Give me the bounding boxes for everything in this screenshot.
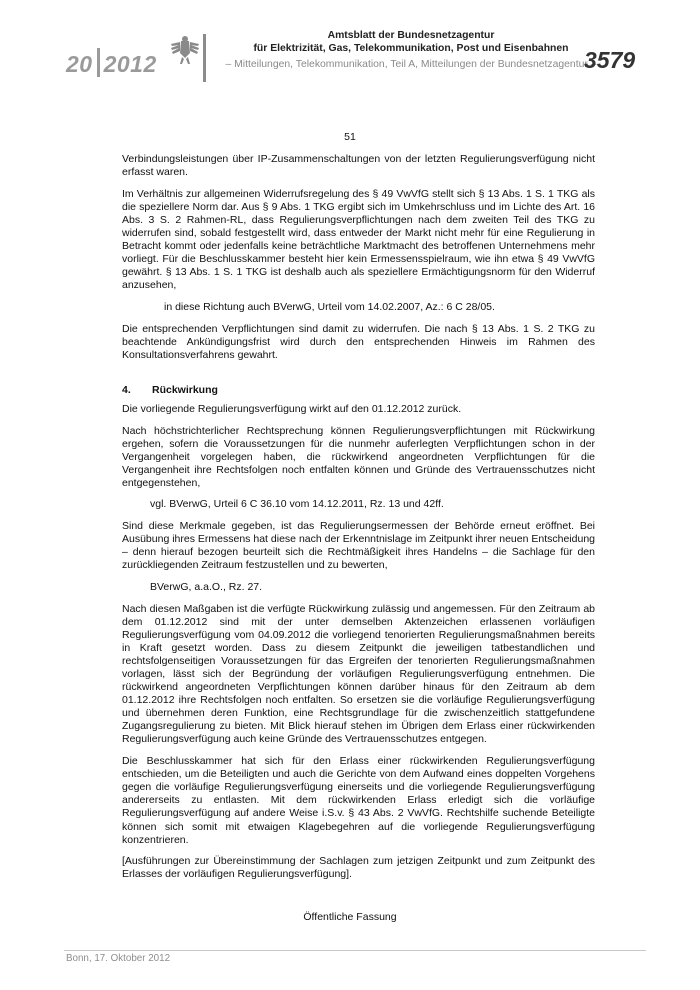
header-divider [203, 34, 206, 82]
journal-page-number: 3579 [584, 47, 636, 73]
section-title: Rückwirkung [152, 383, 218, 396]
paragraph: [Ausführungen zur Übereinstimmung der Sachlagen zum jetzigen Zeitpunkt und zum Zeitpunkt des Erlasses der vorläufigen Regulierungsverfügung]. [122, 855, 595, 881]
paragraph: Nach diesen Maßgaben ist die verfügte Rückwirkung zulässig und angemessen. Für den Zeitraum ab dem 01.12.2012 sind mit der unter demselben Aktenzeichen erlassenen vorläufigen Regulierungsverfügung vom 04.09.2012 die vorliegend tenorierten Regulierungsmaßnahmen bereits in Kraft gesetzt worden. Dass zu diesem Zeitpunkt die jeweiligen tatbestandlichen und rechtsfolgenseitigen Voraussetzungen für das Ergreifen der tenorierten Regulierungsmaßnahmen vorlagen, lässt sich der Begründung der vorläufigen Regulierungsverfügung entnehmen. Die rückwirkend angeordneten Verpflichtungen können darüber hinaus für den Zeitraum ab dem 01.12.2012 ihre Rechtsfolgen noch entfalten. So ersetzen sie die vorläufige Regulierungsverfügung und übernehmen deren Funktion, eine Rechtsgrundlage für die zwischenzeitlich stattgefundene Zugangsregulierung zu bieten. Mit Blick hierauf stehen im Übrigen dem Erlass einer rückwirkenden Regulierungsverfügung auch keine Gründe des Vertrauensschutzes entgegen. [122, 602, 595, 746]
issue-year: 2012 [103, 51, 157, 77]
paragraph: Die vorliegende Regulierungsverfügung wirkt auf den 01.12.2012 zurück. [122, 402, 462, 415]
section-heading [122, 384, 595, 397]
paragraph: Im Verhältnis zur allgemeinen Widerrufsregelung des § 49 VwVfG stellt sich § 13 Abs. 1 S. 1 TKG als die speziellere Norm dar. Aus § 9 Abs. 1 TKG ergibt sich im Umkehrschluss und im Lichte des Art. 16 Abs. 3 S. 2 Rahmen-RL, dass Regulierungsverpflichtungen nach dem zweiten Teil des TKG zu widerrufen sind, sobald festgestellt wird, dass entweder der Markt nicht mehr für eine Regulierung in Betracht kommt oder jedenfalls keine beträchtliche Marktmacht des betroffenen Unternehmens mehr vorliegt. Für die Beschlusskammer besteht hier kein Ermessensspielraum, wie ihn etwa § 49 VwVfG gewährt. § 13 Abs. 1 S. 1 TKG ist deshalb auch als speziellere Ermächtigungsnorm für den Widerruf anzusehen, [122, 187, 595, 292]
citation: in diese Richtung auch BVerwG, Urteil vom 14.02.2007, Az.: 6 C 28/05. [164, 300, 495, 313]
paragraph: Die entsprechenden Verpflichtungen sind damit zu widerrufen. Die nach § 13 Abs. 1 S. 2 TKG zu beachtende Ankündigungsfrist wird durch den entsprechenden Hinweis im Rahmen des Konsultationsverfahrens gewahrt. [122, 322, 595, 361]
issue-number: 20 [66, 51, 93, 77]
footer-divider [64, 950, 646, 951]
document-body [122, 153, 595, 890]
document-page-number: 51 [344, 131, 356, 143]
citation: BVerwG, a.a.O., Rz. 27. [150, 580, 263, 593]
issue-separator [97, 48, 100, 77]
paragraph: Nach höchstrichterlicher Rechtsprechung können Regulierungsverpflichtungen mit Rückwirkung ergehen, sofern die Voraussetzungen für die nunmehr auferlegten Verpflichtungen schon in der Vergangenheit vorgelegen haben, die rückwirkend angeordneten Verpflichtungen für die Vergangenheit ihre Rechtsfolgen noch entfalten können und Gründe des Vertrauensschutzes nicht entgegenstehen, [122, 424, 595, 489]
journal-subtitle: – Mitteilungen, Telekommunikation, Teil A, Mitteilungen der Bundesnetzagentur – [225, 59, 597, 70]
journal-title-line2: für Elektrizität, Gas, Telekommunikation, Post und Eisenbahnen [253, 43, 569, 54]
public-version-label: Öffentliche Fassung [303, 911, 397, 923]
paragraph: Verbindungsleistungen über IP-Zusammenschaltungen von der letzten Regulierungsverfügung nicht erfasst waren. [122, 153, 595, 179]
footer-date: Bonn, 17. Oktober 2012 [66, 953, 171, 964]
section-number: 4. [122, 383, 131, 396]
paragraph: Die Beschlusskammer hat sich für den Erlass einer rückwirkenden Regulierungsverfügung entschieden, um die Beteiligten und auch die Gerichte von dem Aufwand eines doppelten Vorgehens gegen die vorläufige Regulierungsverfügung einerseits und die vorliegende Regulierungsverfügung andererseits zu entlasten. Mit dem rückwirkenden Erlass erledigt sich die vorläufige Regulierungsverfügung auf andere Weise i.S.v. § 43 Abs. 2 VwVfG. Rechtshilfe suchende Beteiligte können sich somit mit etwaigen Klagebegehren auf die vorliegende Regulierungsverfügung konzentrieren. [122, 755, 595, 846]
citation: vgl. BVerwG, Urteil 6 C 36.10 vom 14.12.2011, Rz. 13 und 42ff. [150, 498, 444, 511]
federal-eagle-icon [170, 34, 200, 66]
paragraph: Sind diese Merkmale gegeben, ist das Regulierungsermessen der Behörde erneut eröffnet. Bei Ausübung ihres Ermessens hat diese nach der Erkenntnislage im Zeitpunkt ihrer neuen Entscheidung – denn hierauf bezogen beurteilt sich die Rechtmäßigkeit ihres Handelns – die Sachlage für den zurückliegenden Zeitraum festzustellen und zu bewerten, [122, 520, 595, 572]
issue-label [66, 48, 157, 78]
journal-title-line1: Amtsblatt der Bundesnetzagentur [327, 30, 495, 41]
